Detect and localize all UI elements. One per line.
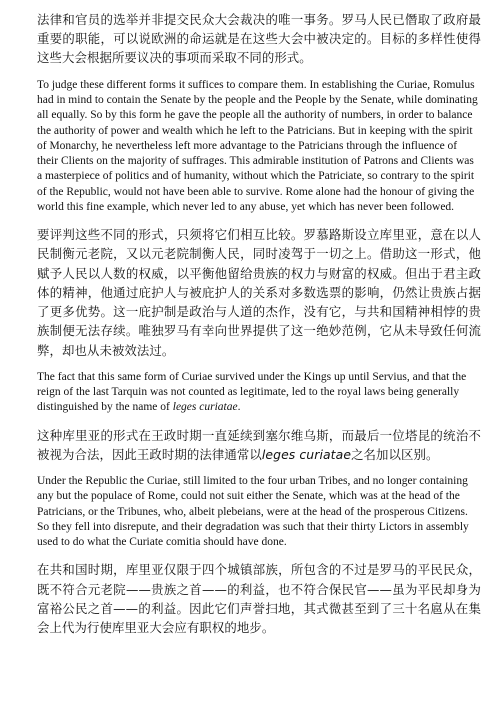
paragraph-zh-4: 在共和国时期，库里亚仅限于四个城镇部族，所包含的不过是罗马的平民民众，既不符合元老院——贵族之首——的利益，也不符合保民官——虽为平民却身为富裕公民之首——的利益。因此它们声誉扫地，其式微甚至到了三十名扈从在集会上代为行使库里亚大会应有职权的地步。 xyxy=(37,562,481,636)
paragraph-zh-3-text: 这种库里亚的形式在王政时期一直延续到塞尔维乌斯，而最后一位塔昆的统治不被视为合法，因此王政时期的法律通常以 xyxy=(37,427,481,462)
paragraph-zh-3-end: 之名加以区别。 xyxy=(351,446,439,462)
paragraph-en-3: Under the Republic the Curiae, still limited to the four urban Tribes, and no longer containing any but the populace of Rome, could not suit either the Senate, which was at the head of the Patricians, or the Tribunes, who, albeit plebeians, were at the head of the prosperous Citizens. So they fell into disrepute, and their degradation was such that their thirty Lictors in assembly used to do what the Curiate comitia should have done. xyxy=(37,475,469,549)
paragraph-zh-2: 要评判这些不同的形式，只须将它们相互比较。罗慕路斯设立库里亚，意在以人民制衡元老院，又以元老院制衡人民，同时凌驾于一切之上。借助这一形式，他赋予人民以人数的权威，以平衡他留给贵族的权力与财富的权威。但出于君主政体的精神，他通过庇护人与被庇护人的关系对多数选票的影响，仍然让贵族占据了更多优势。这一庇护制是政治与人道的杰作，没有它，与共和国精神相悖的贵族制便无法存续。唯独罗马有幸向世界提供了这一绝妙范例，它从未导致任何流弊，却也从未被效法过。 xyxy=(37,227,481,358)
paragraph-zh-3 xyxy=(37,426,481,464)
paragraph-en-2 xyxy=(37,370,481,416)
paragraph-en-2-text: The fact that this same form of Curiae survived under the Kings up until Servius, and that the reign of the last Tarquin was not counted as legitimate, led to the royal laws being generally distinguished by the name of xyxy=(37,370,467,414)
paragraph-en-2-end: . xyxy=(237,401,241,414)
paragraph-en-1: To judge these different forms it suffices to compare them. In establishing the Curiae, Romulus had in mind to contain the Senate by the people and the People by the Senate, while dominating all equally. So by this form he gave the people all the authority of numbers, in order to balance the authority of power and wealth which he left to the Patricians. But in keeping with the spirit of Monarchy, he nevertheless left more advantage to the Patricians through the influence of their Clients on the majority of suffrages. This admirable institution of Patrons and Clients was a masterpiece of politics and of humanity, without which the Patriciate, so contrary to the spirit of the Republic, would not have been able to survive. Rome alone had the honour of giving the world this fine example, which never led to any abuse, yet which has never been followed. xyxy=(37,78,478,213)
paragraph-zh-1: 法律和官员的选举并非提交民众大会裁决的唯一事务。罗马人民已僭取了政府最重要的职能，可以说欧洲的命运就是在这些大会中被决定的。目标的多样性使得这些大会根据所要议决的事项而采取不同的形式。 xyxy=(37,12,481,66)
leges-curiatae-term-zh: leges curiatae xyxy=(261,446,352,462)
leges-curiatae-term: leges curiatae xyxy=(172,401,238,414)
